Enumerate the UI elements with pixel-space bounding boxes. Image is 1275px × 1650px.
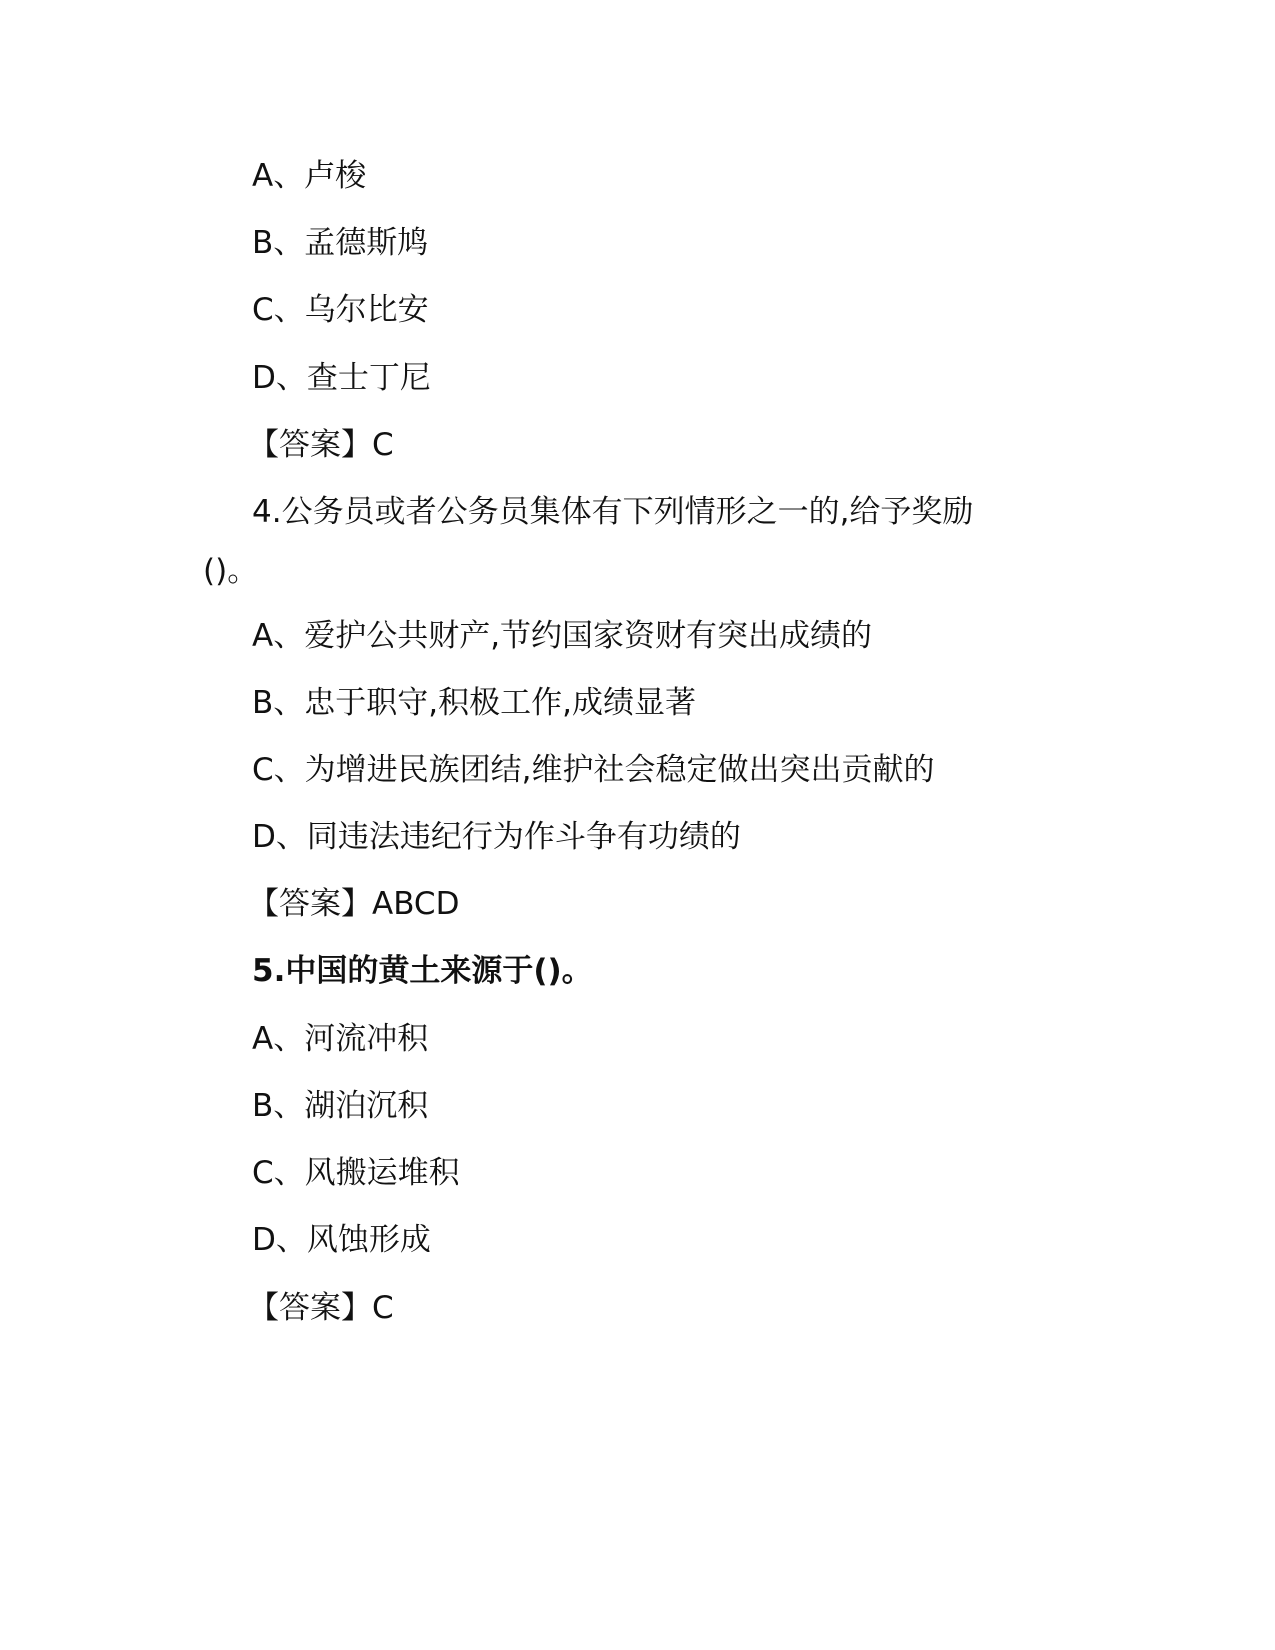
q4-option-a: A、爱护公共财产,节约国家资财有突出成绩的 — [252, 618, 873, 654]
q3-option-c: C、乌尔比安 — [252, 292, 429, 328]
q5-answer: 【答案】C — [248, 1290, 394, 1326]
q4-option-c: C、为增进民族团结,维护社会稳定做出突出贡献的 — [252, 752, 935, 788]
q3-option-a: A、卢梭 — [252, 158, 367, 194]
q4-stem-line1: 4.公务员或者公务员集体有下列情形之一的,给予奖励 — [252, 494, 974, 530]
q4-stem-line2: ()。 — [203, 553, 259, 589]
q5-option-a: A、河流冲积 — [252, 1021, 429, 1057]
q5-option-c: C、风搬运堆积 — [252, 1155, 460, 1191]
q3-option-d: D、查士丁尼 — [252, 360, 431, 396]
q5-stem: 5.中国的黄土来源于()。 — [252, 953, 593, 989]
q3-answer: 【答案】C — [248, 427, 394, 463]
q4-answer: 【答案】ABCD — [248, 886, 460, 922]
q3-option-b: B、孟德斯鸠 — [252, 225, 429, 261]
q4-option-b: B、忠于职守,积极工作,成绩显著 — [252, 685, 696, 721]
q4-option-d: D、同违法违纪行为作斗争有功绩的 — [252, 819, 741, 855]
q5-option-d: D、风蚀形成 — [252, 1222, 431, 1258]
q5-option-b: B、湖泊沉积 — [252, 1088, 429, 1124]
